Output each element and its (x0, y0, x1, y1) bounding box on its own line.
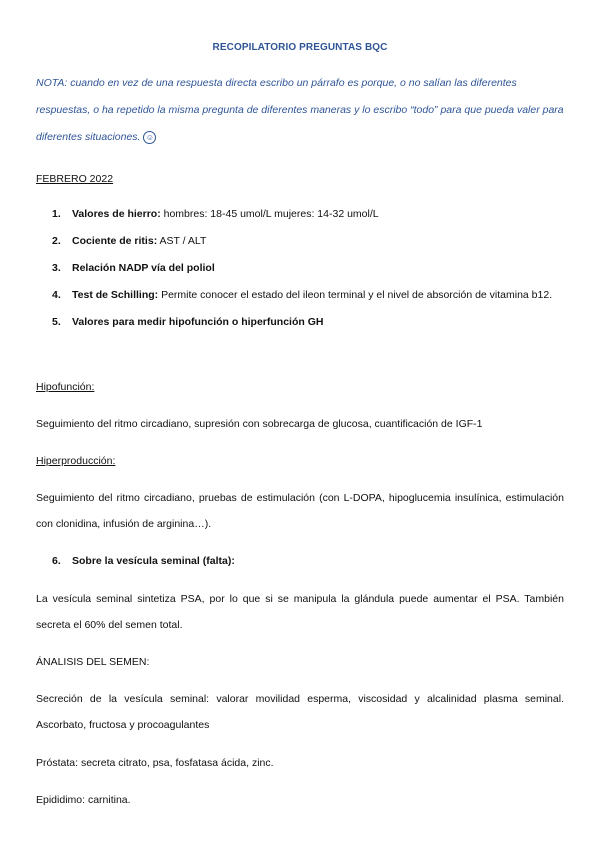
question-list-continued (52, 548, 564, 575)
list-item-title: Sobre la vesícula seminal (falta): (72, 555, 235, 567)
list-item (52, 548, 564, 575)
list-item (52, 282, 564, 309)
epididimo-text: Epididimo: carnitina. (36, 794, 131, 806)
secrecion-text: Secreción de la vesícula seminal: valorar movilidad esperma, viscosidad y alcalinidad plasma seminal. Ascorbato, fructosa y procoagulantes (36, 693, 564, 731)
hiperproduccion-text: Seguimiento del ritmo circadiano, pruebas de estimulación (con L-DOPA, hipoglucemia insulínica, estimulación con clonidina, infusión de arginina…). (36, 492, 564, 530)
list-item-text: hombres: 18-45 umol/L mujeres: 14-32 umol/L (160, 208, 379, 220)
prostata-text: Próstata: secreta citrato, psa, fosfatasa ácida, zinc. (36, 757, 274, 769)
list-item-number: 4. (52, 289, 61, 301)
document-title: RECOPILATORIO PREGUNTAS BQC (212, 42, 388, 53)
question-list (52, 201, 564, 336)
list-item-text: Permite conocer el estado del ileon terminal y el nivel de absorción de vitamina b12. (158, 289, 553, 301)
list-item-number: 5. (52, 316, 61, 328)
list-item-title: Relación NADP vía del poliol (72, 262, 215, 274)
list-item-number: 1. (52, 208, 61, 220)
list-item-number: 6. (52, 555, 61, 567)
hiperproduccion-heading: Hiperproducción: (36, 455, 116, 467)
list-item-title: Cociente de ritis: (72, 235, 158, 247)
note-text: NOTA: cuando en vez de una respuesta directa escribo un párrafo es porque, o no salían las diferentes respuestas, o ha repetido la misma pregunta de diferentes maneras y lo escribo “todo” para que pueda valer para diferentes situaciones. (36, 77, 564, 143)
analisis-heading: ÁNALISIS DEL SEMEN: (36, 656, 150, 668)
hipofuncion-heading: Hipofunción: (36, 381, 95, 393)
list-item (52, 255, 564, 282)
list-item-title: Valores de hierro: (72, 208, 161, 220)
list-item-title: Test de Schilling: (72, 289, 159, 301)
smiley-icon: ☺ (143, 131, 156, 144)
list-item-title: Valores para medir hipofunción o hiperfunción GH (72, 316, 324, 328)
list-item-text: AST / ALT (157, 235, 207, 247)
list-item-number: 2. (52, 235, 61, 247)
list-item (52, 309, 564, 336)
vesicula-text: La vesícula seminal sintetiza PSA, por lo que si se manipula la glándula puede aumentar el PSA. También secreta el 60% del semen total. (36, 593, 564, 631)
list-item (52, 228, 564, 255)
section-date-heading: FEBRERO 2022 (36, 173, 114, 185)
hipofuncion-text: Seguimiento del ritmo circadiano, supresión con sobrecarga de glucosa, cuantificación de IGF-1 (36, 418, 483, 430)
list-item (52, 201, 564, 228)
list-item-number: 3. (52, 262, 61, 274)
note-paragraph (36, 70, 564, 151)
